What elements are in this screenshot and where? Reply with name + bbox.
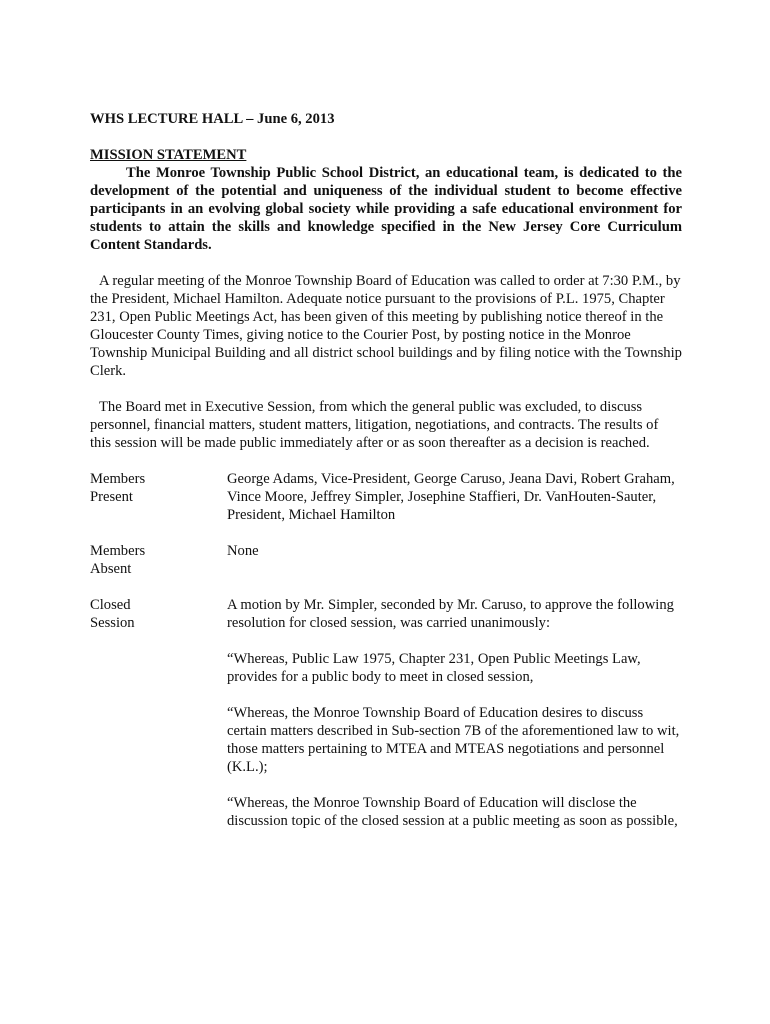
closed-session-row [90, 596, 682, 632]
mission-statement-text: The Monroe Township Public School District, an educational team, is dedicated to the development of the potential and uniqueness of the individual student to become effective participants in an evolving global society while providing a safe educational environment for students to attain the skills and knowledge specified in the New Jersey Core Curriculum Content Standards. [90, 165, 682, 253]
document-title: WHS LECTURE HALL – June 6, 2013 [90, 111, 335, 127]
members-present-label: Members Present [90, 471, 146, 505]
members-present-list: George Adams, Vice-President, George Caruso, Jeana Davi, Robert Graham, Vince Moore, Jeffrey Simpler, Josephine Staffieri, Dr. VanHouten-Sauter, President, Michael Hamilton [227, 471, 675, 523]
whereas-clause: “Whereas, the Monroe Township Board of Education will disclose the discussion topic of the closed session at a public meeting as soon as possible, [227, 795, 678, 829]
call-to-order-paragraph: A regular meeting of the Monroe Township Board of Education was called to order at 7:30 P.M., by the President, Michael Hamilton. Adequate notice pursuant to the provisions of P.L. 1975, Chapter 231, Open Public Meetings Act, has been given of this meeting by publishing notice thereof in the Gloucester County Times, giving notice to the Courier Post, by posting notice in the Monroe Township Municipal Building and all district school buildings and by filing notice with the Township Clerk. [90, 273, 682, 379]
whereas-clause: “Whereas, the Monroe Township Board of Education desires to discuss certain matters described in Sub-section 7B of the aforementioned law to wit, those matters pertaining to MTEA and MTEAS negotiations and personnel (K.L.); [227, 705, 680, 775]
document-page [90, 110, 682, 830]
whereas-clause: “Whereas, Public Law 1975, Chapter 231, Open Public Meetings Law, provides for a public body to meet in closed session, [227, 651, 641, 685]
members-present-row [90, 470, 682, 524]
mission-statement-title: MISSION STATEMENT [90, 147, 247, 163]
members-absent-list: None [227, 543, 259, 559]
closed-session-label: Closed Session [90, 597, 135, 631]
closed-session-motion: A motion by Mr. Simpler, seconded by Mr. Caruso, to approve the following resolution for closed session, was carried unanimously: [227, 597, 674, 631]
executive-session-paragraph: The Board met in Executive Session, from which the general public was excluded, to discuss personnel, financial matters, student matters, litigation, negotiations, and contracts. The results of this session will be made public immediately after or as soon thereafter as a decision is reached. [90, 399, 659, 451]
members-absent-row [90, 542, 682, 578]
members-absent-label: Members Absent [90, 543, 146, 577]
